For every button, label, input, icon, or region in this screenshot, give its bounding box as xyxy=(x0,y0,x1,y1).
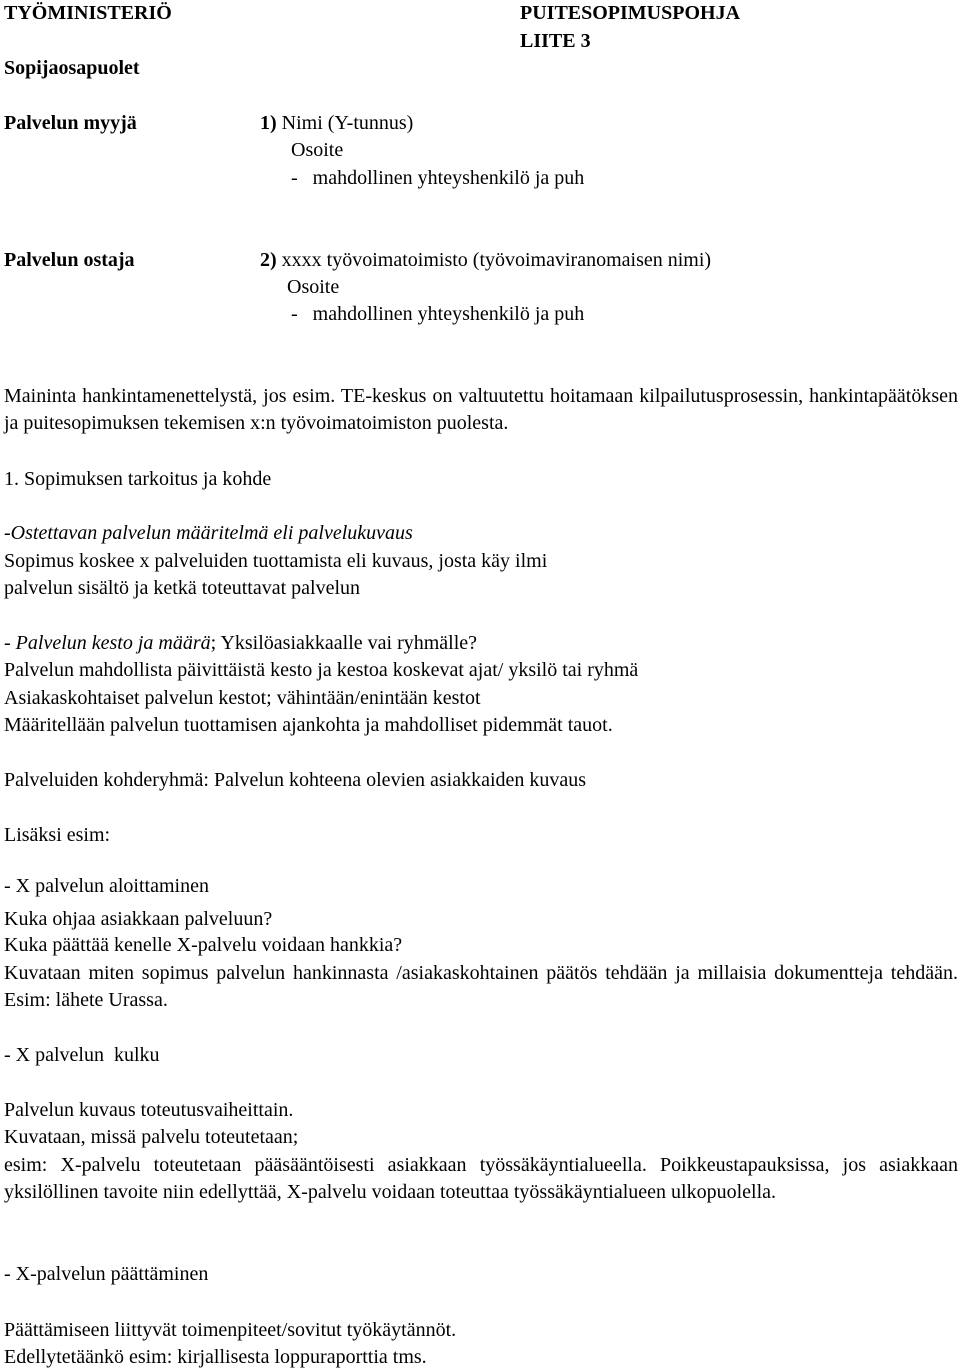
duration-line: Määritellään palvelun tuottamisen ajankohta ja mahdolliset pidemmät tauot. xyxy=(4,714,613,736)
start-paragraph: Kuvataan miten sopimus palvelun hankinnasta /asiakaskohtainen päätös tehdään ja millaisia dokumentteja tehdään. Esim: lähete Urassa. xyxy=(4,962,958,1011)
duration-dash: - xyxy=(4,632,16,654)
target-group: Palveluiden kohderyhmä: Palvelun kohteena olevien asiakkaiden kuvaus xyxy=(4,769,587,791)
start-line: Kuka päättää kenelle X-palvelu voidaan hankkia? xyxy=(4,934,403,956)
start-heading: - X palvelun aloittaminen xyxy=(4,875,209,897)
flow-paragraph: esim: X-palvelu toteutetaan pääsääntöisesti asiakkaan työssäkäyntialueella. Poikkeustapauksissa, jos asiakkaan yksilöllinen tavoite niin edellyttää, X-palvelu voidaan toteuttaa työssäkäyntialueen ulkopuolella. xyxy=(4,1154,958,1203)
start-line: Kuka ohjaa asiakkaan palveluun? xyxy=(4,908,273,930)
seller-name-line xyxy=(260,110,413,137)
duration-question: ; Yksilöasiakkaalle vai ryhmälle? xyxy=(210,632,478,654)
additionally-label: Lisäksi esim: xyxy=(4,824,111,846)
end-line: Edellytetäänkö esim: kirjallisesta loppuraporttia tms. xyxy=(4,1346,427,1368)
document-title: PUITESOPIMUSPOHJA xyxy=(520,2,741,24)
buyer-address: Osoite xyxy=(287,276,340,298)
flow-line: Palvelun kuvaus toteutusvaiheittain. xyxy=(4,1099,294,1121)
buyer-name-line xyxy=(260,247,711,274)
end-heading: - X-palvelun päättäminen xyxy=(4,1263,209,1285)
duration-title: Palvelun kesto ja määrä xyxy=(15,632,211,654)
seller-address: Osoite xyxy=(291,139,344,161)
ministry-name: TYÖMINISTERIÖ xyxy=(4,2,172,24)
seller-contact: - mahdollinen yhteyshenkilö ja puh xyxy=(291,167,585,189)
duration-line: Palvelun mahdollista päivittäistä kesto ja kestoa koskevat ajat/ yksilö tai ryhmä xyxy=(4,659,639,681)
parties-heading: Sopijaosapuolet xyxy=(4,57,140,79)
seller-name: Nimi (Y-tunnus) xyxy=(276,112,414,134)
service-definition-heading: -Ostettavan palvelun määritelmä eli palvelukuvaus xyxy=(4,522,413,544)
seller-number: 1) xyxy=(260,112,277,134)
flow-heading: - X palvelun kulku xyxy=(4,1044,160,1066)
flow-line: Kuvataan, missä palvelu toteutetaan; xyxy=(4,1126,299,1148)
attachment-label: LIITE 3 xyxy=(520,30,591,52)
seller-label: Palvelun myyjä xyxy=(4,112,137,134)
procurement-note: Maininta hankintamenettelystä, jos esim. TE-keskus on valtuutettu hoitamaan kilpailutusprosessin, hankintapäätöksen ja puitesopimuksen tekemisen x:n työvoimatoimiston puolesta. xyxy=(4,385,958,434)
section-1-heading: 1. Sopimuksen tarkoitus ja kohde xyxy=(4,468,272,490)
end-line: Päättämiseen liittyvät toimenpiteet/sovitut työkäytännöt. xyxy=(4,1319,457,1341)
service-definition-line: Sopimus koskee x palveluiden tuottamista eli kuvaus, josta käy ilmi xyxy=(4,550,548,572)
duration-line: Asiakaskohtaiset palvelun kestot; vähintään/enintään kestot xyxy=(4,687,481,709)
service-definition-line: palvelun sisältö ja ketkä toteuttavat palvelun xyxy=(4,577,361,599)
buyer-name: xxxx työvoimatoimisto (työvoimaviranomaisen nimi) xyxy=(276,249,712,271)
buyer-contact: - mahdollinen yhteyshenkilö ja puh xyxy=(291,303,585,325)
duration-heading xyxy=(4,630,477,657)
buyer-label: Palvelun ostaja xyxy=(4,249,135,271)
buyer-number: 2) xyxy=(260,249,277,271)
